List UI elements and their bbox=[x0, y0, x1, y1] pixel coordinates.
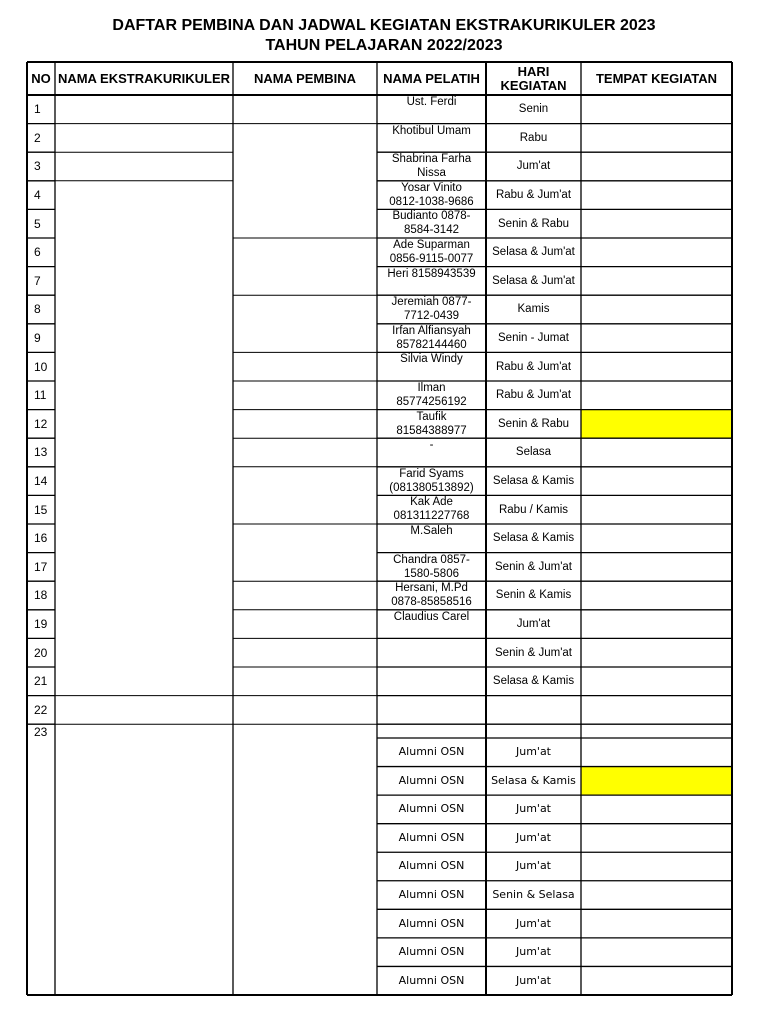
pelatih-cell: Silvia Windy bbox=[400, 353, 463, 366]
hari-cell: Kamis bbox=[517, 303, 550, 316]
row-number: 21 bbox=[34, 674, 48, 689]
pelatih-cell: Alumni OSN bbox=[398, 888, 465, 902]
pelatih-cell: M.Saleh bbox=[410, 525, 453, 537]
pelatih-cell: Kak Ade 081311227768 bbox=[393, 496, 470, 523]
pelatih-cell: Alumni OSN bbox=[398, 745, 465, 759]
pelatih-cell: Farid Syams (081380513892) bbox=[389, 467, 474, 494]
pelatih-cell: Chandra 0857-1580-5806 bbox=[393, 553, 470, 580]
row-number: 7 bbox=[34, 273, 41, 288]
header-nama-pembina: NAMA PEMBINA bbox=[253, 70, 357, 86]
row-number: 23 bbox=[34, 725, 48, 740]
row-number: 10 bbox=[34, 359, 48, 374]
row-number: 18 bbox=[34, 588, 48, 603]
pelatih-cell: Alumni OSN bbox=[398, 859, 465, 873]
row-number: 12 bbox=[34, 416, 48, 431]
hari-cell: Jum'at bbox=[515, 859, 551, 873]
document-title: DAFTAR PEMBINA DAN JADWAL KEGIATAN EKSTRAKURIKULER 2023 bbox=[112, 17, 656, 34]
hari-cell: Jum'at bbox=[516, 160, 551, 173]
hari-cell: Senin - Jumat bbox=[498, 332, 569, 345]
row-number: 15 bbox=[34, 502, 48, 517]
hari-cell: Senin & Jum'at bbox=[495, 560, 572, 573]
pelatih-cell: Ilman 85774256192 bbox=[396, 382, 467, 408]
row-number: 3 bbox=[34, 159, 41, 174]
hari-cell: Jum'at bbox=[515, 916, 551, 930]
hari-cell: Jum'at bbox=[516, 618, 551, 631]
row-number: 9 bbox=[34, 331, 41, 346]
hari-cell: Rabu & Jum'at bbox=[495, 360, 572, 373]
pelatih-cell: Heri 8158943539 bbox=[387, 267, 476, 280]
hari-cell: Senin & Kamis bbox=[495, 589, 572, 602]
header-nama-ekstrakurikuler: NAMA EKSTRAKURIKULER bbox=[57, 70, 231, 86]
pelatih-cell: Alumni OSN bbox=[398, 916, 465, 930]
hari-cell: Selasa & Jum'at bbox=[492, 246, 575, 259]
hari-cell: Senin & Selasa bbox=[492, 888, 575, 902]
hari-cell: Rabu bbox=[519, 131, 548, 144]
row-number: 5 bbox=[34, 216, 41, 231]
pelatih-cell: Khotibul Umam bbox=[392, 124, 471, 137]
row-number: 11 bbox=[34, 388, 47, 403]
hari-cell: Jum'at bbox=[515, 973, 551, 987]
pelatih-cell: Alumni OSN bbox=[398, 830, 465, 844]
hari-cell: Rabu / Kamis bbox=[498, 503, 569, 516]
pelatih-cell: Taufik 81584388977 bbox=[396, 410, 467, 437]
row-number: 17 bbox=[34, 559, 48, 574]
pelatih-cell: Irfan Alfiansyah 85782144460 bbox=[392, 324, 471, 351]
row-number: 2 bbox=[34, 130, 41, 145]
document-subtitle: TAHUN PELAJARAN 2022/2023 bbox=[265, 37, 503, 54]
row-number: 14 bbox=[34, 474, 48, 489]
hari-cell: Senin bbox=[518, 103, 549, 116]
header-no: NO bbox=[31, 70, 51, 86]
pelatih-cell bbox=[377, 638, 486, 667]
pelatih-cell: Alumni OSN bbox=[398, 773, 465, 787]
hari-cell: Selasa bbox=[515, 446, 552, 459]
hari-cell: Jum'at bbox=[515, 745, 551, 759]
pelatih-cell: Ade Suparman 0856-9115-0077 bbox=[389, 239, 474, 265]
pelatih-cell: Alumni OSN bbox=[398, 945, 465, 959]
header-hari-kegiatan: HARI KEGIATAN bbox=[500, 63, 567, 93]
hari-cell: Jum'at bbox=[515, 945, 551, 959]
hari-cell: Senin & Rabu bbox=[498, 217, 569, 230]
row-number: 20 bbox=[34, 645, 48, 660]
hari-cell bbox=[486, 696, 581, 725]
row-number: 13 bbox=[34, 445, 48, 460]
hari-cell: Selasa & Kamis bbox=[492, 532, 575, 545]
row-number: 8 bbox=[34, 302, 41, 317]
pelatih-cell: - bbox=[429, 439, 434, 452]
pelatih-cell: Budianto 0878-8584-3142 bbox=[392, 210, 471, 237]
pelatih-cell bbox=[377, 667, 486, 696]
row-number: 16 bbox=[34, 531, 48, 546]
hari-cell: Rabu & Jum'at bbox=[495, 389, 572, 402]
hari-cell: Selasa & Kamis bbox=[491, 773, 576, 787]
hari-cell: Senin & Rabu bbox=[498, 417, 569, 430]
hari-cell: Selasa & Kamis bbox=[492, 475, 575, 488]
hari-cell: Jum'at bbox=[515, 830, 551, 844]
pelatih-cell: Jeremiah 0877-7712-0439 bbox=[391, 296, 472, 323]
pelatih-cell: Alumni OSN bbox=[398, 802, 465, 816]
pelatih-cell: Hersani, M.Pd 0878-85858516 bbox=[391, 582, 472, 609]
hari-cell: Selasa & Kamis bbox=[492, 675, 575, 688]
header-nama-pelatih: NAMA PELATIH bbox=[383, 70, 480, 86]
row-number: 6 bbox=[34, 245, 41, 260]
row-number: 4 bbox=[34, 188, 41, 203]
pelatih-cell: Yosar Vinito 0812-1038-9686 bbox=[389, 181, 474, 208]
pelatih-cell: Shabrina Farha Nissa bbox=[391, 153, 472, 180]
pelatih-cell bbox=[377, 696, 486, 725]
pelatih-cell: Ust. Ferdi bbox=[406, 96, 457, 108]
row-number: 22 bbox=[34, 702, 48, 717]
pelatih-cell: Alumni OSN bbox=[398, 973, 465, 987]
row-number: 19 bbox=[34, 617, 48, 632]
header-tempat-kegiatan: TEMPAT KEGIATAN bbox=[595, 70, 718, 86]
hari-cell: Rabu & Jum'at bbox=[495, 189, 572, 202]
hari-cell: Senin & Jum'at bbox=[495, 646, 572, 659]
hari-cell: Selasa & Jum'at bbox=[492, 274, 575, 287]
pelatih-cell: Claudius Carel bbox=[393, 610, 470, 623]
row-number: 1 bbox=[34, 102, 41, 117]
hari-cell: Jum'at bbox=[515, 802, 551, 816]
